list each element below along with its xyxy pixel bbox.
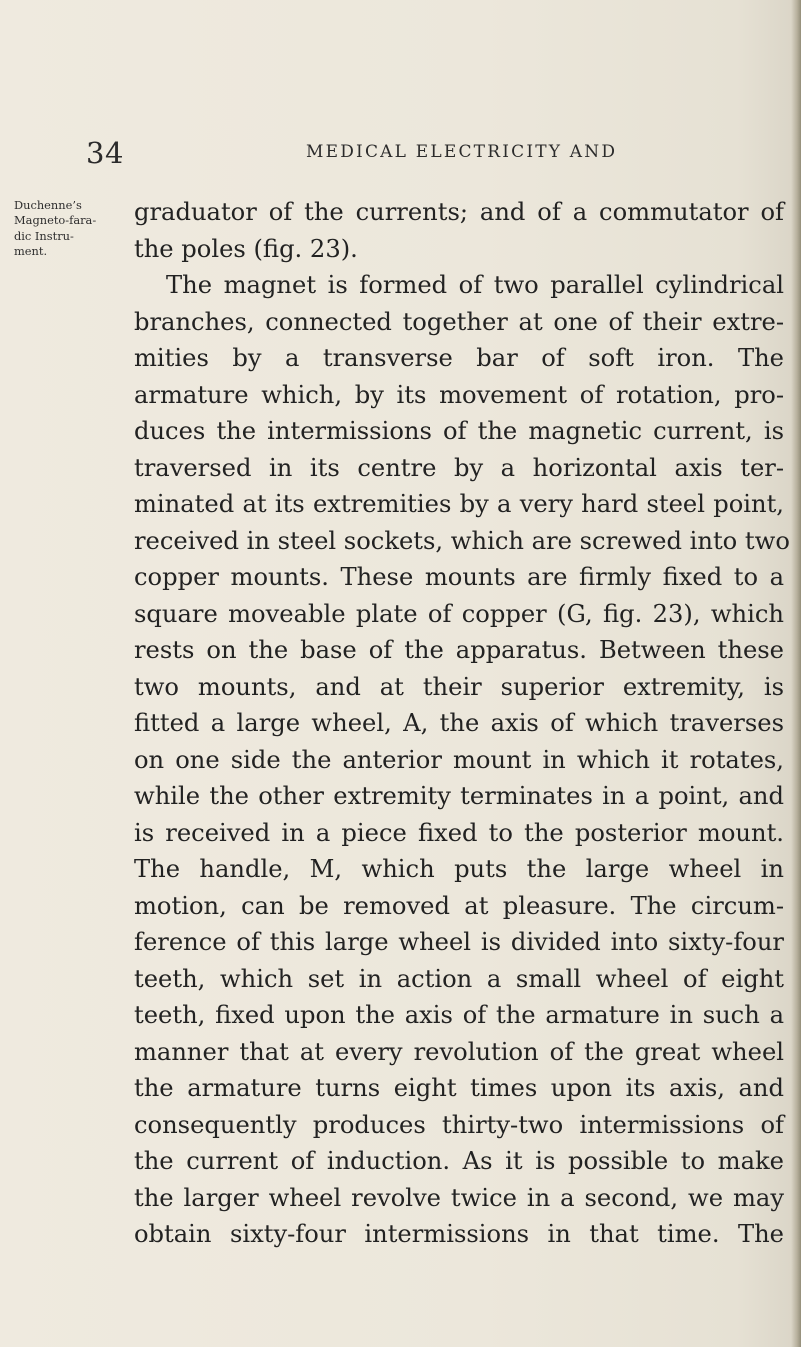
text-line: branches, connected together at one of their extre-: [134, 307, 784, 336]
margin-note: [14, 198, 132, 259]
text-line: copper mounts. These mounts are firmly fixed to a: [134, 563, 784, 591]
page-header: [0, 136, 801, 176]
text-line: square moveable plate of copper (G, fig. 23), which: [134, 599, 784, 628]
margin-note-line: Magneto-fara-: [14, 213, 97, 228]
body-text: [134, 194, 790, 1253]
text-line: the current of induction. As it is possible to make: [134, 1147, 784, 1175]
text-line: the armature turns eight times upon its axis, and: [134, 1074, 784, 1102]
text-line: graduator of the currents; and of a commutator of: [134, 198, 784, 226]
text-line: minated at its extremities by a very hard steel point,: [134, 490, 784, 518]
page-number: 34: [86, 136, 124, 170]
text-line: on one side the anterior mount in which it rotates,: [134, 745, 784, 774]
text-line: obtain sixty-four intermissions in that time. The: [134, 1220, 784, 1248]
text-line: ference of this large wheel is divided into sixty-four: [134, 928, 784, 956]
text-line: fitted a large wheel, A, the axis of which traverses: [134, 709, 784, 737]
margin-note-line: dic Instru-: [14, 228, 74, 243]
text-line: is received in a piece fixed to the posterior mount.: [134, 818, 784, 847]
text-line: traversed in its centre by a horizontal axis ter-: [134, 453, 784, 482]
text-line: the poles (fig. 23).: [134, 234, 358, 263]
page-edge-shadow: [791, 0, 801, 1347]
text-line: mities by a transverse bar of soft iron. The: [134, 344, 784, 372]
text-line: while the other extremity terminates in a point, and: [134, 782, 784, 810]
text-line: The magnet is formed of two parallel cylindrical: [166, 271, 784, 299]
text-line: teeth, fixed upon the axis of the armature in such a: [134, 1001, 784, 1029]
text-line: motion, can be removed at pleasure. The circum-: [134, 891, 784, 920]
text-line: rests on the base of the apparatus. Between these: [134, 636, 784, 664]
text-line: received in steel sockets, which are screwed into two: [134, 526, 790, 555]
text-line: The handle, M, which puts the large wheel in: [134, 855, 784, 883]
margin-note-line: Duchenne’s: [14, 198, 82, 212]
text-line: armature which, by its movement of rotation, pro-: [134, 380, 784, 409]
text-line: manner that at every revolution of the great wheel: [134, 1037, 784, 1066]
running-head: MEDICAL ELECTRICITY AND: [306, 142, 618, 162]
text-line: teeth, which set in action a small wheel of eight: [134, 964, 784, 993]
margin-note-line: ment.: [14, 243, 48, 258]
text-line: two mounts, and at their superior extremity, is: [134, 672, 784, 701]
text-line: consequently produces thirty-two intermissions of: [134, 1110, 784, 1139]
text-line: duces the intermissions of the magnetic current, is: [134, 417, 784, 445]
text-line: the larger wheel revolve twice in a second, we may: [134, 1183, 784, 1212]
